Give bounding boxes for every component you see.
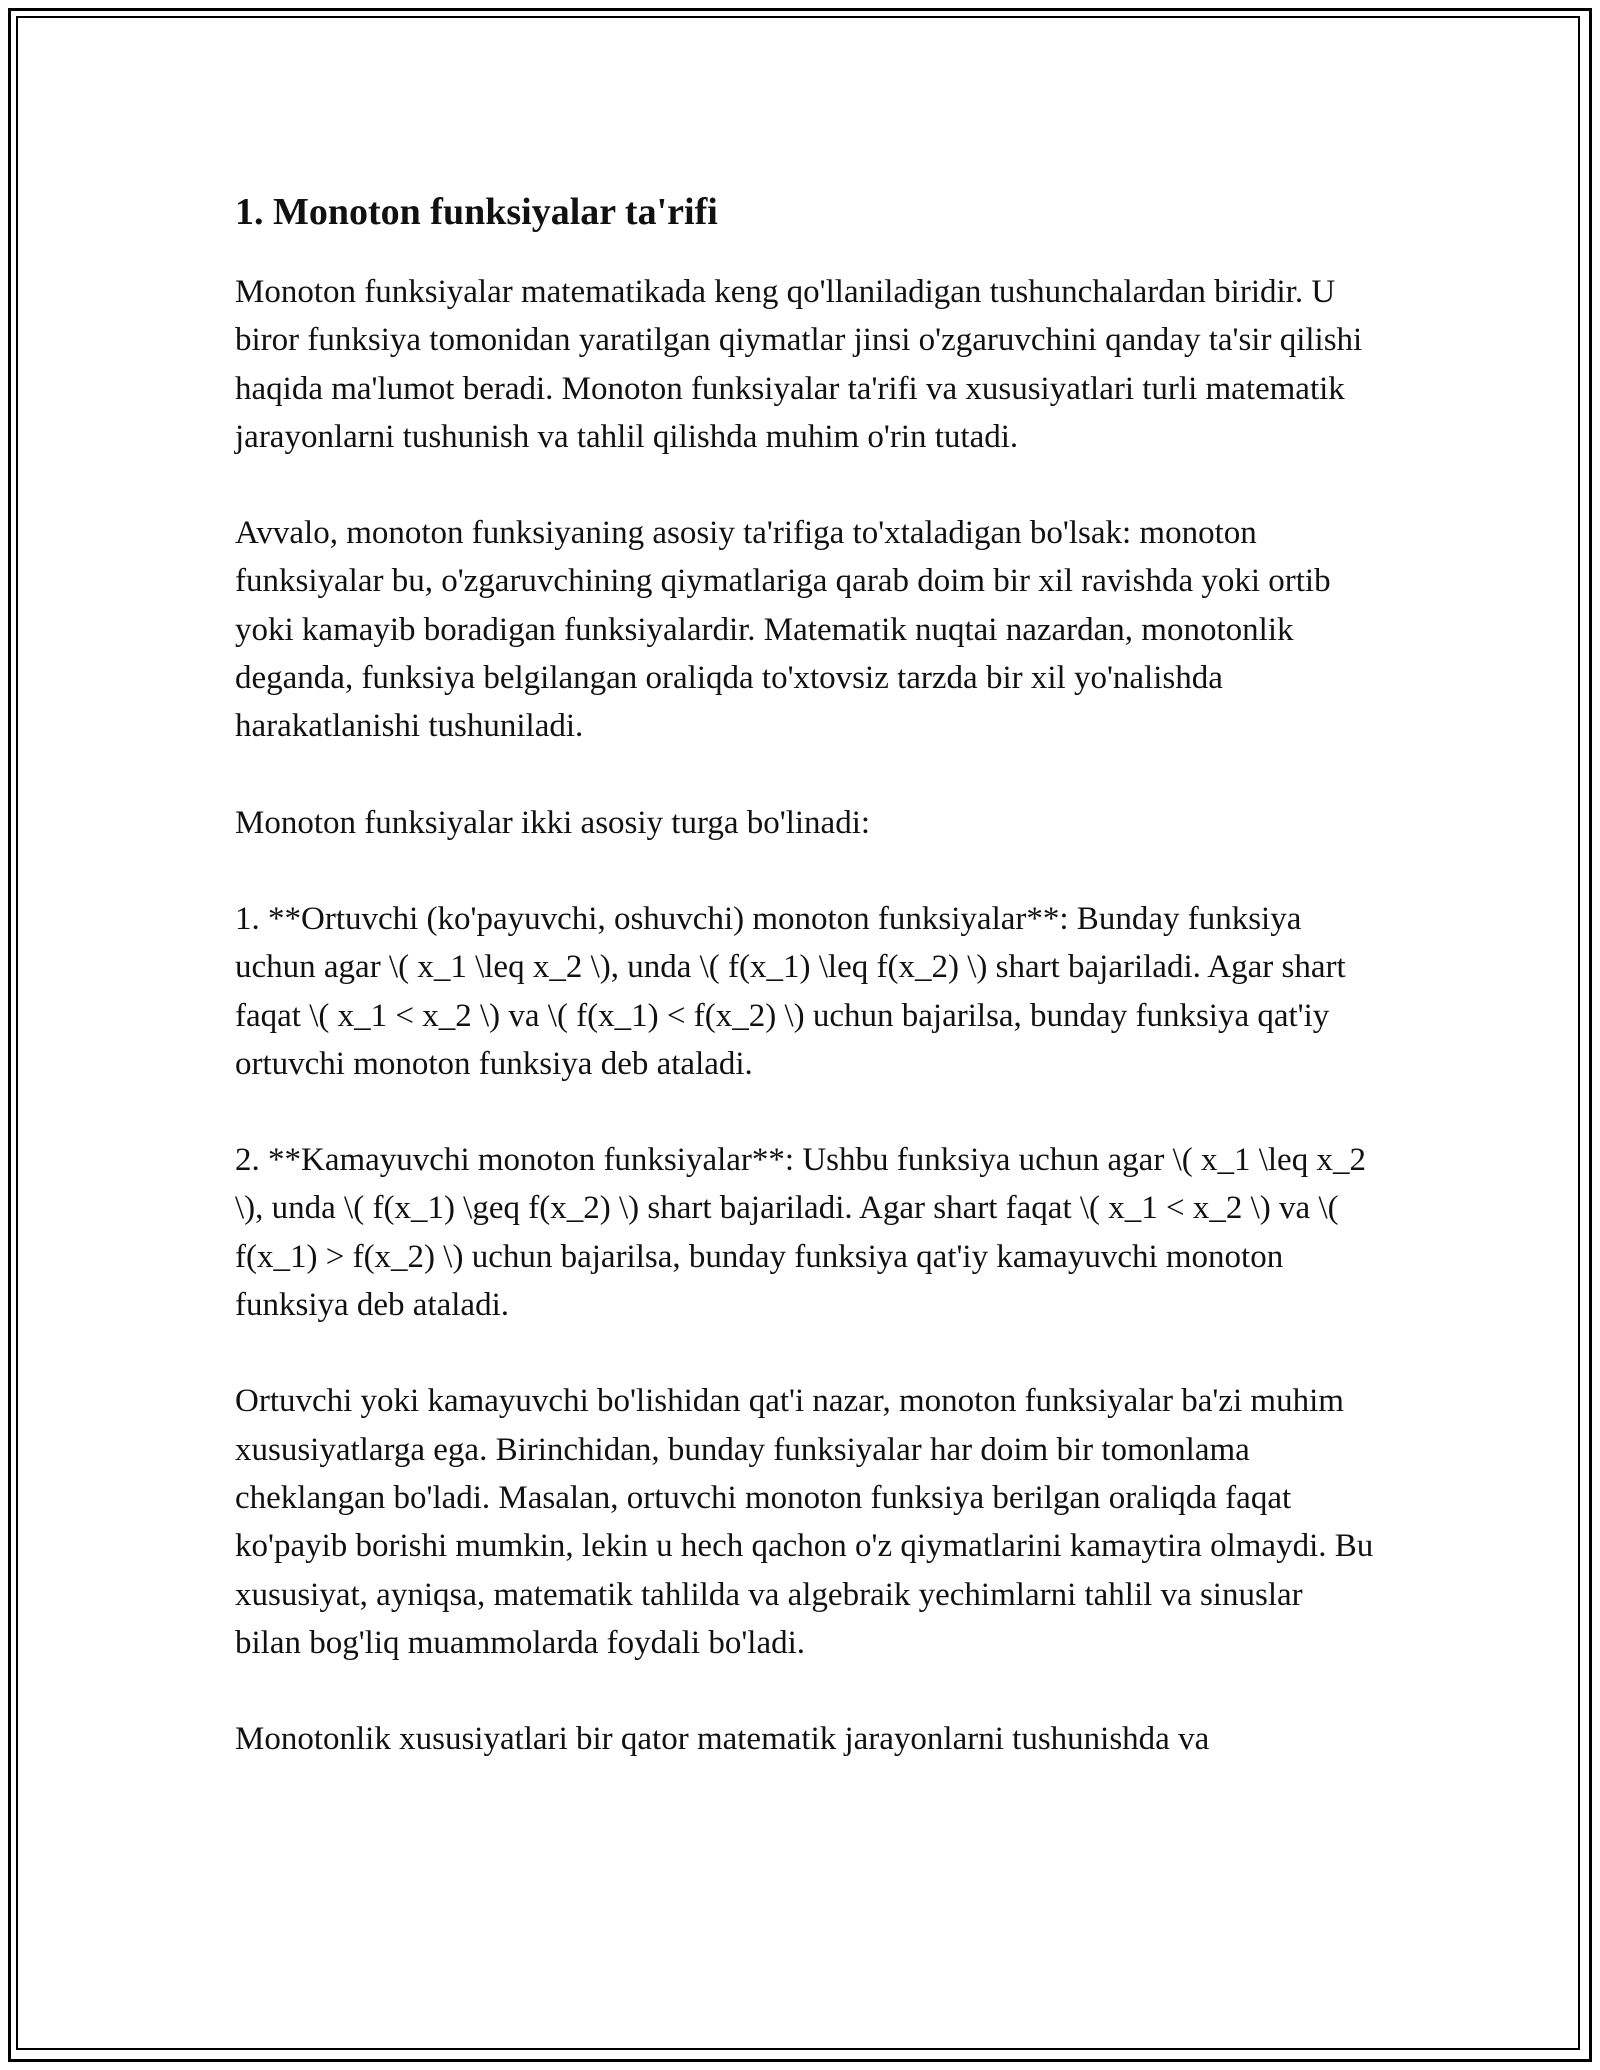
paragraph-definition: Avvalo, monoton funksiyaning asosiy ta'rifiga to'xtaladigan bo'lsak: monoton funksiyalar bu, o'zgaruvchining qiymatlariga qarab doim bir xil ravishda yoki ortib yoki kamayib boradigan funksiyalardir. Matematik nuqtai nazardan, monotonlik deganda, funksiya belgilangan oraliqda to'xtovsiz tarzda bir xil yo'nalishda harakatlanishi tushuniladi.	[235, 515, 1331, 745]
section-heading: 1. Monoton funksiyalar ta'rifi	[235, 191, 718, 233]
paragraph-continuation: Monotonlik xususiyatlari bir qator matematik jarayonlarni tushunishda va	[235, 1721, 1210, 1758]
paragraph-intro: Monoton funksiyalar matematikada keng qo'llaniladigan tushunchalardan biridir. U biror funksiya tomonidan yaratilgan qiymatlar jinsi o'zgaruvchini qanday ta'sir qilishi haqida ma'lumot beradi. Monoton funksiyalar ta'rifi va xususiyatlari turli matematik jarayonlarni tushunish va tahlil qilishda muhim o'rin tutadi.	[235, 274, 1363, 455]
paragraph-properties: Ortuvchi yoki kamayuvchi bo'lishidan qat'i nazar, monoton funksiyalar ba'zi muhim xususiyatlarga ega. Birinchidan, bunday funksiyalar har doim bir tomonlama cheklangan bo'ladi. Masalan, ortuvchi monoton funksiya berilgan oraliqda faqat ko'payib borishi mumkin, lekin u hech qachon o'z qiymatlarini kamaytira olmaydi. Bu xususiyat, ayniqsa, matematik tahlilda va algebraik yechimlarni tahlil va sinuslar bilan bog'liq muammolarda foydali bo'ladi.	[235, 1383, 1374, 1661]
document-body	[235, 186, 1375, 1811]
paragraph-decreasing: 2. **Kamayuvchi monoton funksiyalar**: Ushbu funksiya uchun agar \( x_1 \leq x_2 \), unda \( f(x_1) \geq f(x_2) \) shart bajariladi. Agar shart faqat \( x_1 < x_2 \) va \( f(x_1) > f(x_2) \) uchun bajarilsa, bunday funksiya qat'iy kamayuvchi monoton funksiya deb ataladi.	[235, 1142, 1366, 1324]
paragraph-types-intro: Monoton funksiyalar ikki asosiy turga bo'linadi:	[235, 804, 871, 841]
paragraph-increasing: 1. **Ortuvchi (ko'payuvchi, oshuvchi) monoton funksiyalar**: Bunday funksiya uchun agar \( x_1 \leq x_2 \), unda \( f(x_1) \leq f(x_2) \) shart bajariladi. Agar shart faqat \( x_1 < x_2 \) va \( f(x_1) < f(x_2) \) uchun bajarilsa, bunday funksiya qat'iy ortuvchi monoton funksiya deb ataladi.	[235, 900, 1346, 1082]
